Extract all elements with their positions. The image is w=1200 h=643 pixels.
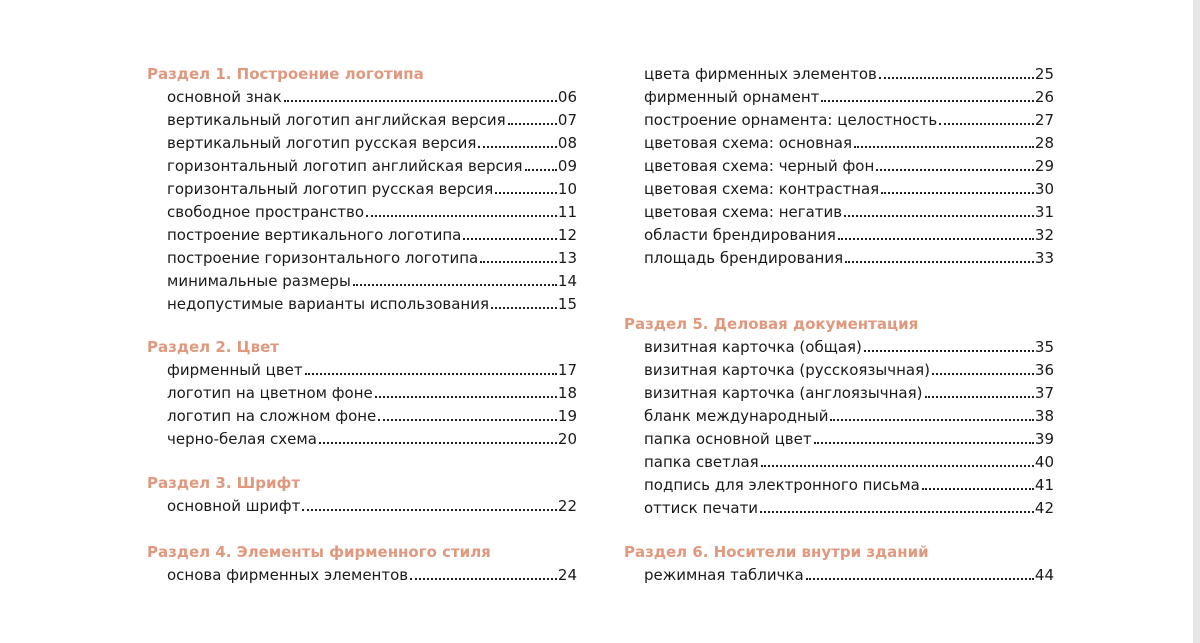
dot-leader [830,419,1033,421]
dot-leader [760,511,1034,513]
entry-label: цветовая схема: негатив [644,203,843,221]
entry-label: свободное пространство [167,203,365,221]
page-edge-strip [1193,0,1200,643]
dot-leader [844,215,1034,217]
toc-entry[interactable] [624,428,1054,451]
entry-page: 10 [557,180,577,198]
entry-page: 42 [1034,499,1054,517]
dot-leader [761,465,1034,467]
toc-entry[interactable] [147,86,577,109]
entry-label: цветовая схема: контрастная [644,180,880,198]
section-title: Раздел 5. Деловая документация [624,315,919,333]
toc-entry[interactable] [624,109,1054,132]
dot-leader [864,350,1034,352]
entry-page: 26 [1034,88,1054,106]
toc-section-4-continued [624,63,1054,270]
entry-label: цвета фирменных элементов [644,65,877,83]
toc-entry[interactable] [147,359,577,382]
dot-leader [932,373,1034,375]
dot-leader [375,396,557,398]
toc-entry[interactable] [624,359,1054,382]
toc-entry[interactable] [624,382,1054,405]
toc-entry[interactable] [147,155,577,178]
dot-leader [410,578,557,580]
entry-label: построение вертикального логотипа [167,226,462,244]
entry-label: основной шрифт [167,497,301,515]
entry-page: 06 [557,88,577,106]
entry-label: черно-белая схема [167,430,317,448]
section-title: Раздел 1. Построение логотипа [147,65,424,83]
toc-section-3 [147,472,577,518]
toc-section-2 [147,336,577,451]
entry-label: подпись для электронного письма [644,476,920,494]
toc-entry[interactable] [147,132,577,155]
entry-page: 28 [1034,134,1054,152]
dot-leader [491,307,557,309]
entry-page: 27 [1034,111,1054,129]
entry-page: 25 [1034,65,1054,83]
toc-entry[interactable] [624,224,1054,247]
entry-page: 32 [1034,226,1054,244]
entry-label: горизонтальный логотип русская версия [167,180,494,198]
toc-entry[interactable] [624,86,1054,109]
toc-section-5 [624,313,1054,520]
entry-page: 18 [557,384,577,402]
toc-entry[interactable] [624,564,1054,587]
toc-entry[interactable] [624,132,1054,155]
entry-page: 12 [557,226,577,244]
section-title: Раздел 4. Элементы фирменного стиля [147,543,491,561]
entry-page: 14 [557,272,577,290]
entry-page: 39 [1034,430,1054,448]
entry-label: папка основной цвет [644,430,812,448]
entry-label: логотип на цветном фоне [167,384,373,402]
dot-leader [302,509,557,511]
entry-page: 36 [1034,361,1054,379]
toc-entry[interactable] [147,109,577,132]
toc-entry[interactable] [624,451,1054,474]
dot-leader [925,396,1034,398]
entry-page: 24 [557,566,577,584]
toc-entry[interactable] [147,201,577,224]
entry-page: 33 [1034,249,1054,267]
toc-entry[interactable] [624,336,1054,359]
section-title: Раздел 6. Носители внутри зданий [624,543,929,561]
toc-section-1 [147,63,577,316]
entry-label: вертикальный логотип английская версия [167,111,506,129]
entry-label: логотип на сложном фоне [167,407,377,425]
dot-leader [876,169,1034,171]
toc-entry[interactable] [147,495,577,518]
dot-leader [845,261,1034,263]
dot-leader [854,146,1034,148]
entry-label: фирменный орнамент [644,88,820,106]
dot-leader [319,442,557,444]
entry-page: 31 [1034,203,1054,221]
toc-entry[interactable] [147,178,577,201]
toc-entry[interactable] [624,201,1054,224]
entry-page: 38 [1034,407,1054,425]
dot-leader [353,284,557,286]
toc-section-4 [147,541,577,587]
entry-page: 41 [1034,476,1054,494]
toc-entry[interactable] [147,270,577,293]
toc-section-6 [624,541,1054,587]
dot-leader [879,77,1034,79]
entry-label: недопустимые варианты использования [167,295,489,313]
entry-page: 09 [557,157,577,175]
entry-page: 07 [557,111,577,129]
dot-leader [495,192,557,194]
entry-label: визитная карточка (общая) [644,338,862,356]
entry-page: 29 [1034,157,1054,175]
toc-entry[interactable] [624,474,1054,497]
entry-page: 35 [1034,338,1054,356]
toc-entry[interactable] [147,224,577,247]
entry-label: горизонтальный логотип английская версия [167,157,523,175]
dot-leader [378,419,557,421]
entry-label: минимальные размеры [167,272,351,290]
entry-page: 37 [1034,384,1054,402]
entry-label: фирменный цвет [167,361,303,379]
entry-page: 11 [557,203,577,221]
entry-page: 40 [1034,453,1054,471]
entry-label: построение горизонтального логотипа [167,249,479,267]
entry-label: папка светлая [644,453,759,471]
toc-entry[interactable] [147,428,577,451]
entry-label: построение орнамента: целостность [644,111,938,129]
toc-entry[interactable] [147,405,577,428]
entry-page: 17 [557,361,577,379]
entry-page: 30 [1034,180,1054,198]
dot-leader [881,192,1034,194]
entry-label: визитная карточка (англоязычная) [644,384,923,402]
entry-label: бланк международный [644,407,829,425]
entry-label: оттиск печати [644,499,759,517]
dot-leader [480,261,557,263]
entry-page: 19 [557,407,577,425]
toc-entry[interactable] [147,247,577,270]
toc-entry[interactable] [624,247,1054,270]
dot-leader [463,238,557,240]
dot-leader [366,215,557,217]
dot-leader [922,488,1034,490]
dot-leader [508,123,557,125]
toc-entry[interactable] [624,405,1054,428]
toc-entry[interactable] [147,293,577,316]
entry-page: 44 [1034,566,1054,584]
dot-leader [284,100,557,102]
dot-leader [939,123,1034,125]
entry-label: площадь брендирования [644,249,844,267]
entry-label: цветовая схема: черный фон [644,157,875,175]
dot-leader [806,578,1034,580]
entry-label: режимная табличка [644,566,804,584]
entry-label: цветовая схема: основная [644,134,852,152]
entry-label: вертикальный логотип русская версия [167,134,477,152]
section-title: Раздел 3. Шрифт [147,474,301,492]
dot-leader [821,100,1034,102]
toc-entry[interactable] [147,382,577,405]
toc-entry[interactable] [624,155,1054,178]
entry-label: основа фирменных элементов [167,566,409,584]
entry-page: 13 [557,249,577,267]
toc-entry[interactable] [624,497,1054,520]
dot-leader [814,442,1034,444]
toc-entry[interactable] [147,564,577,587]
dot-leader [525,169,557,171]
entry-label: визитная карточка (русскоязычная) [644,361,930,379]
section-title: Раздел 2. Цвет [147,338,279,356]
entry-page: 20 [557,430,577,448]
toc-entry[interactable] [624,63,1054,86]
entry-page: 15 [557,295,577,313]
entry-label: основной знак [167,88,282,106]
entry-page: 22 [557,497,577,515]
dot-leader [478,146,557,148]
dot-leader [305,373,557,375]
dot-leader [838,238,1034,240]
entry-label: области брендирования [644,226,836,244]
toc-entry[interactable] [624,178,1054,201]
entry-page: 08 [557,134,577,152]
